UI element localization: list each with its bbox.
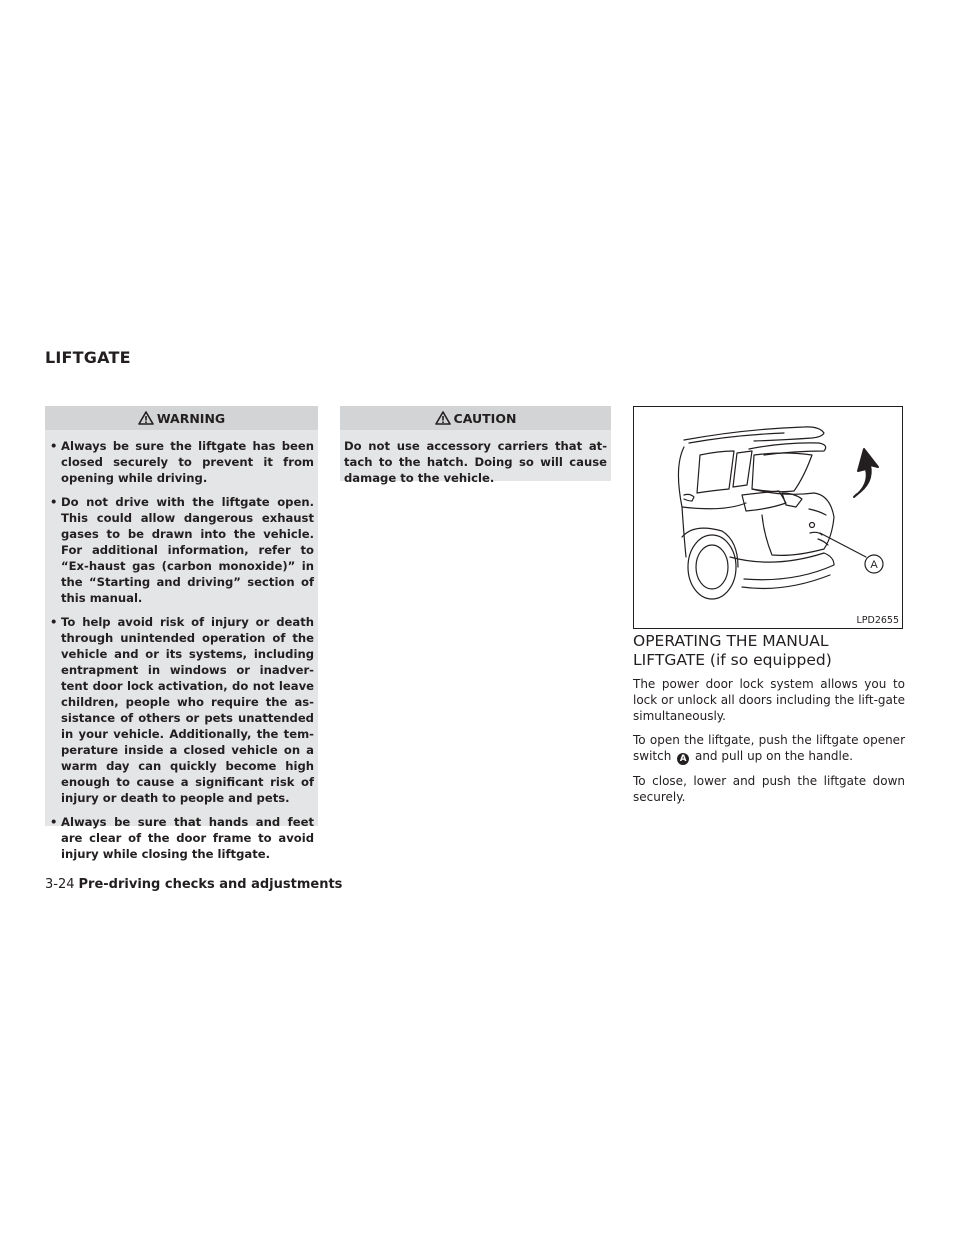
paragraph-power-lock: The power door lock system allows you to lock or unlock all doors including the lift-gate simultaneously. [633,677,905,723]
caution-header [340,406,611,430]
warning-triangle-icon [138,411,154,425]
liftgate-figure [633,406,903,629]
paragraph-open-liftgate [633,732,905,765]
warning-item: • Always be sure that hands and feet are clear of the door frame to avoid injury while closing the liftgate. [61,814,314,862]
callout-a-marker: A [677,753,689,765]
open-text-after: and pull up on the handle. [694,749,854,763]
caution-box [340,406,611,485]
caution-text: Do not use accessory carriers that at-tach to the hatch. Doing so will cause damage to the vehicle. [344,439,607,485]
manual-liftgate-heading [633,632,913,670]
open-text-before: To open the liftgate, push the liftgate opener switch [633,733,905,763]
page-footer [45,877,342,892]
warning-list [45,430,318,862]
paragraph-close-liftgate: To close, lower and push the liftgate down securely. [633,774,905,804]
footer-section-title: Pre-driving checks and adjustments [78,877,343,892]
vehicle-rear-illustration [634,407,902,628]
warning-heading: WARNING [156,410,226,426]
page-number: 3-24 [45,877,75,892]
warning-item: • To help avoid risk of injury or death through unintended operation of the vehicle and or its systems, including entrapment in windows or inadver-tent door lock activation, do not leave children, people who require the as-sistance of others or pets unattended in your vehicle. Additionally, the tem-perature inside a closed vehicle on a warm day can quickly become high enough to cause a significant risk of injury or death to people and pets. [61,614,314,806]
warning-box [45,406,318,861]
warning-item: • Do not drive with the liftgate open. This could allow dangerous exhaust gases to be drawn into the vehicle. For additional information, refer to “Ex-haust gas (carbon monoxide)” in the “Starting and driving” section of this manual. [61,494,314,606]
caution-heading: CAUTION [453,410,517,426]
heading-line-1: OPERATING THE MANUAL [633,632,829,650]
warning-item: • Always be sure the liftgate has been closed securely to prevent it from opening while driving. [61,438,314,486]
caution-triangle-icon [435,411,451,425]
section-title: LIFTGATE [45,348,131,367]
callout-label: A [870,559,878,571]
heading-line-2: LIFTGATE (if so equipped) [633,651,832,669]
figure-code: LPD2655 [856,615,899,626]
warning-header [45,406,318,430]
manual-liftgate-body [633,676,905,813]
